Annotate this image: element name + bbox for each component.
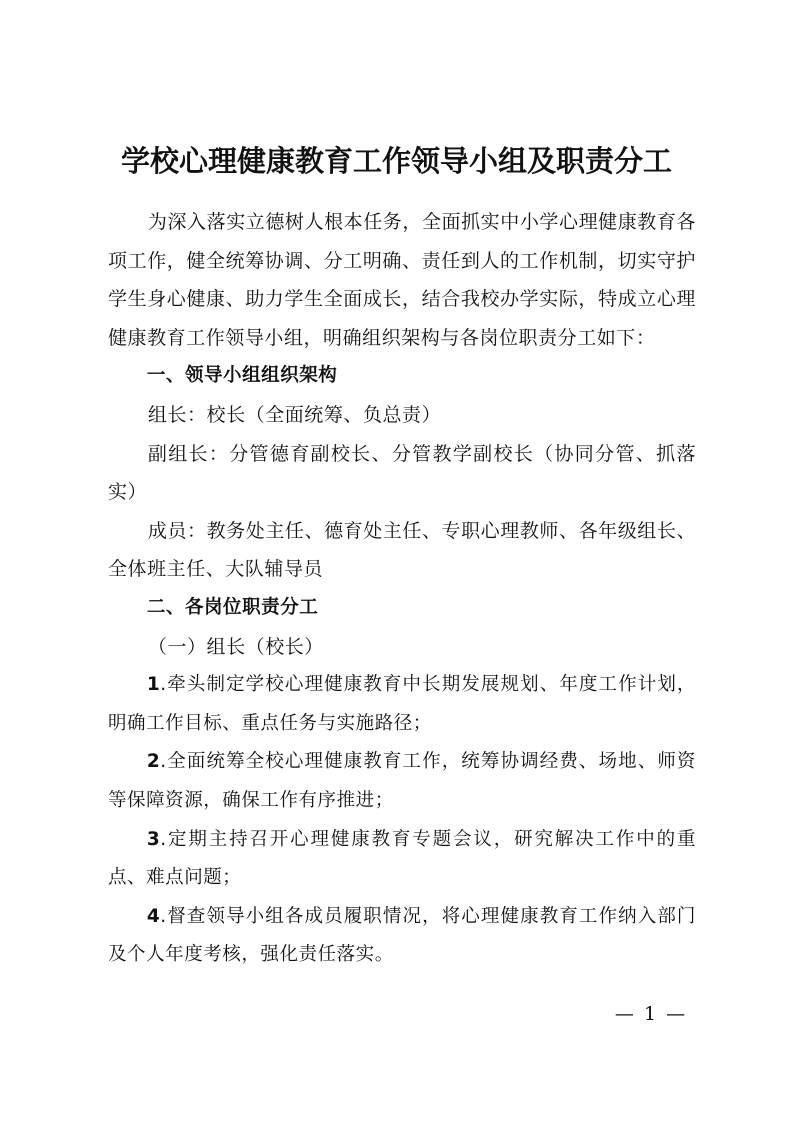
duty-item <box>108 666 696 743</box>
duty-item-number: 4 <box>146 905 161 927</box>
intro-paragraph: 为深入落实立德树人根本任务，全面抓实中小学心理健康教育各项工作，健全统筹协调、分工明确、责任到人的工作机制，切实守护学生身心健康、助力学生全面成长，结合我校办学实际，特成立心理健康教育工作领导小组，明确组织架构与各岗位职责分工如下： <box>108 211 696 349</box>
duty-item <box>108 898 696 975</box>
duty-item-text: .督查领导小组各成员履职情况，将心理健康教育工作纳入部门及个人年度考核，强化责任落实。 <box>108 905 696 966</box>
duty-item-text: .牵头制定学校心理健康教育中长期发展规划、年度工作计划，明确工作目标、重点任务与实施路径； <box>108 674 696 734</box>
section-heading-duties: 二、各岗位职责分工 <box>146 596 319 618</box>
document-body <box>108 203 696 975</box>
duty-item <box>108 821 696 898</box>
subsection-heading-leader: （一）组长（校长） <box>147 635 324 658</box>
duty-item <box>108 743 696 820</box>
section-heading-organization: 一、领导小组组织架构 <box>146 365 338 387</box>
leader-line: 组长：校长（全面统筹、负总责） <box>147 403 442 426</box>
page-number: — 1 — <box>614 1003 688 1025</box>
deputy-leader-line: 副组长：分管德育副校长、分管教学副校长（协同分管、抓落实） <box>108 442 696 504</box>
duty-item-number: 1 <box>146 674 161 696</box>
duty-item-text: .定期主持召开心理健康教育专题会议，研究解决工作中的重点、难点问题； <box>108 828 696 889</box>
document-title: 学校心理健康教育工作领导小组及职责分工 <box>120 144 672 178</box>
duty-item-number: 2 <box>146 751 161 773</box>
duty-item-text: .全面统筹全校心理健康教育工作，统筹协调经费、场地、师资等保障资源，确保工作有序推进； <box>108 751 696 811</box>
duty-item-number: 3 <box>146 828 161 850</box>
members-line: 成员：教务处主任、德育处主任、专职心理教师、各年级组长、全体班主任、大队辅导员 <box>108 519 696 581</box>
